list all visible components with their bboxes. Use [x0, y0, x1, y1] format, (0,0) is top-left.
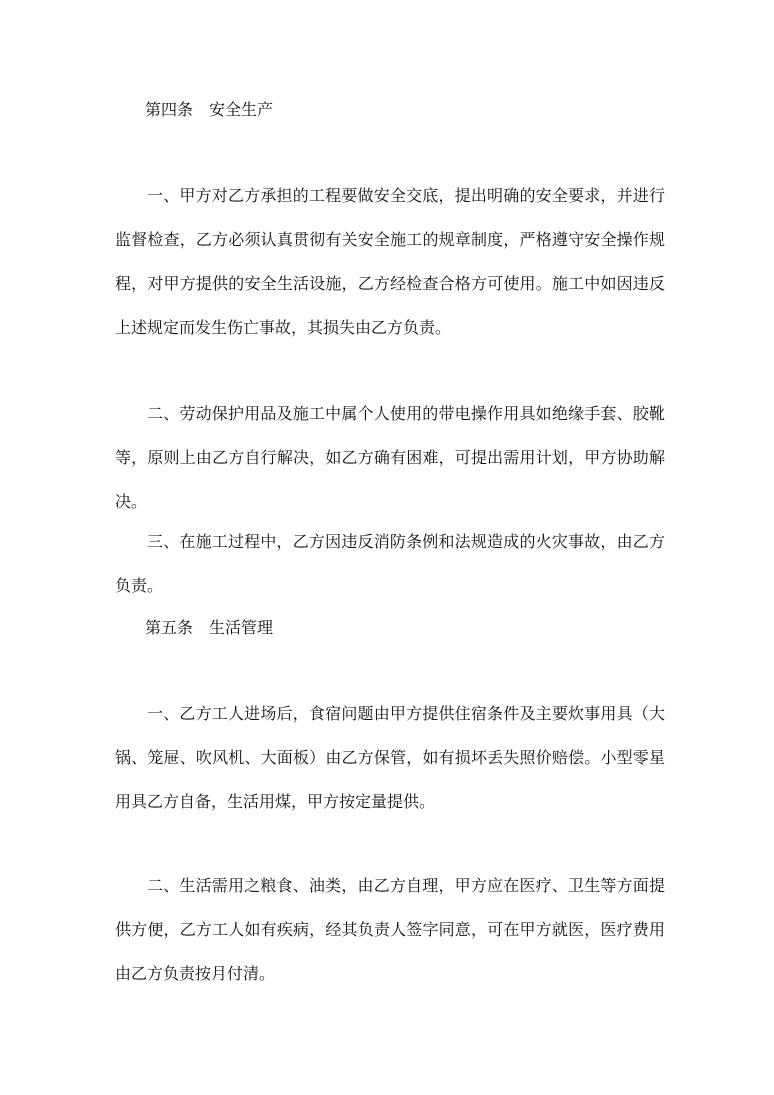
- article-5-paragraph-2: 二、生活需用之粮食、油类，由乙方自理，甲方应在医疗、卫生等方面提供方便，乙方工人如有疾病，经其负责人签字同意，可在甲方就医，医疗费用由乙方负责按月付清。: [115, 876, 665, 983]
- article-4-paragraph-2: 二、劳动保护用品及施工中属个人使用的带电操作用具如绝缘手套、胶靴等，原则上由乙方自行解决，如乙方确有困难，可提出需用计划，甲方协助解决。: [115, 404, 665, 511]
- article-4-paragraph-3: 三、在施工过程中，乙方因违反消防条例和法规造成的火灾事故，由乙方负责。: [115, 532, 665, 595]
- article-4-paragraph-1: 一、甲方对乙方承担的工程要做安全交底，提出明确的安全要求，并进行监督检查，乙方必须认真贯彻有关安全施工的规章制度，严格遵守安全操作规程，对甲方提供的安全生活设施，乙方经检查合格方可使用。施工中如因违反上述规定而发生伤亡事故，其损失由乙方负责。: [115, 186, 665, 337]
- article-5-heading: 第五条 生活管理: [145, 618, 274, 637]
- article-5-paragraph-1: 一、乙方工人进场后，食宿问题由甲方提供住宿条件及主要炊事用具（大锅、笼屉、吹风机、大面板）由乙方保管，如有损坏丢失照价赔偿。小型零星用具乙方自备，生活用煤，甲方按定量提供。: [115, 704, 665, 811]
- article-4-heading: 第四条 安全生产: [145, 100, 274, 119]
